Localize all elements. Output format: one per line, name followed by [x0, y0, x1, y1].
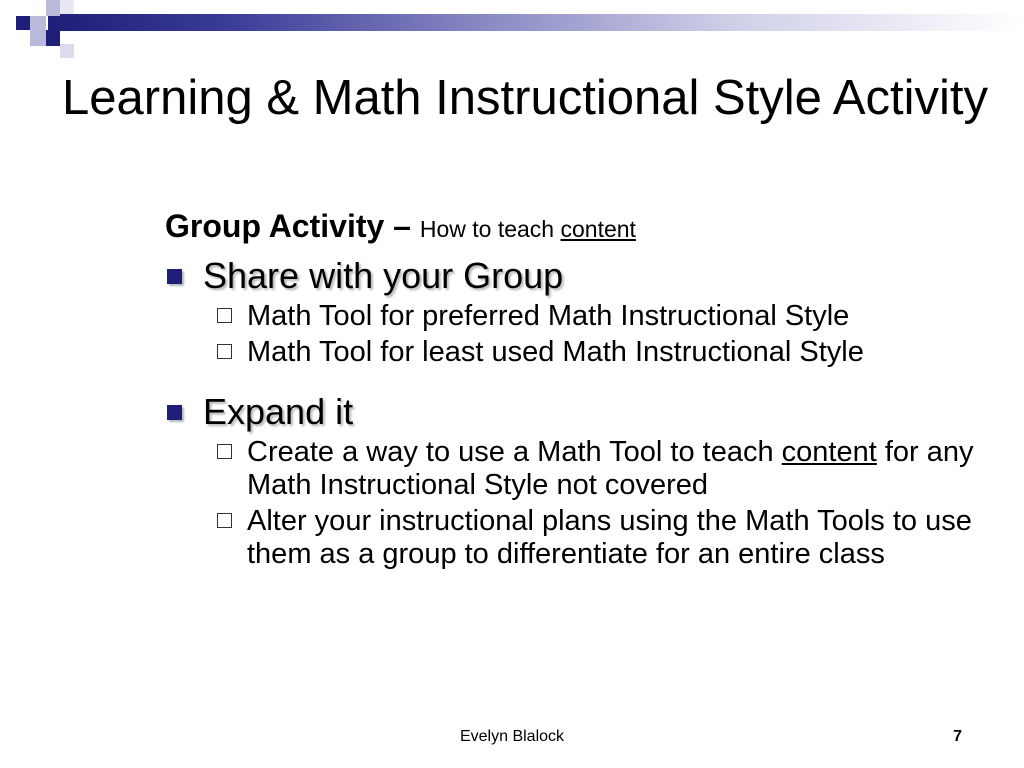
bullet-share-with-group [165, 255, 985, 297]
decorative-square [30, 16, 46, 30]
group-activity-heading [165, 203, 985, 252]
heading-sub: How to teach [419, 216, 561, 242]
decorative-square [60, 0, 74, 14]
decorative-square [16, 16, 30, 30]
hollow-square-bullet-icon [217, 308, 232, 323]
sub-bullet-text-suffix: for any Math Instructional Style not covered [247, 436, 974, 501]
decorative-square [46, 0, 60, 16]
sub-bullet [247, 300, 985, 333]
header-gradient-bar [48, 14, 1024, 31]
sub-bullet-text: Alter your instructional plans using the Math Tools to use them as a group to differentiate for an entire class [247, 505, 972, 570]
hollow-square-bullet-icon [217, 344, 232, 359]
bullet-label: Share with your Group [203, 255, 564, 296]
footer-author: Evelyn Blalock [459, 728, 565, 745]
decorative-square [30, 30, 46, 46]
bullet-expand-it [165, 391, 985, 433]
decorative-square [60, 44, 74, 58]
page-number: 7 [953, 728, 962, 745]
filled-square-bullet-icon [167, 269, 182, 284]
heading-main: Group Activity – [165, 208, 420, 244]
bullet-label: Expand it [203, 391, 354, 432]
decorative-square [46, 30, 60, 46]
sub-bullet [247, 436, 985, 502]
sub-bullet-text: Math Tool for least used Math Instructional Style [247, 336, 864, 368]
sub-bullet-text-underlined: content [781, 436, 877, 468]
hollow-square-bullet-icon [217, 513, 232, 528]
slide-title: Learning & Math Instructional Style Activity [62, 71, 988, 125]
hollow-square-bullet-icon [217, 444, 232, 459]
filled-square-bullet-icon [167, 405, 182, 420]
sub-bullet-text-prefix: Create a way to use a Math Tool to teach [247, 436, 782, 468]
heading-sub-underlined: content [560, 216, 636, 242]
sub-bullet [247, 336, 985, 369]
sub-bullet-text: Math Tool for preferred Math Instructional Style [247, 300, 850, 332]
sub-bullet [247, 505, 985, 571]
slide-content [165, 203, 985, 571]
